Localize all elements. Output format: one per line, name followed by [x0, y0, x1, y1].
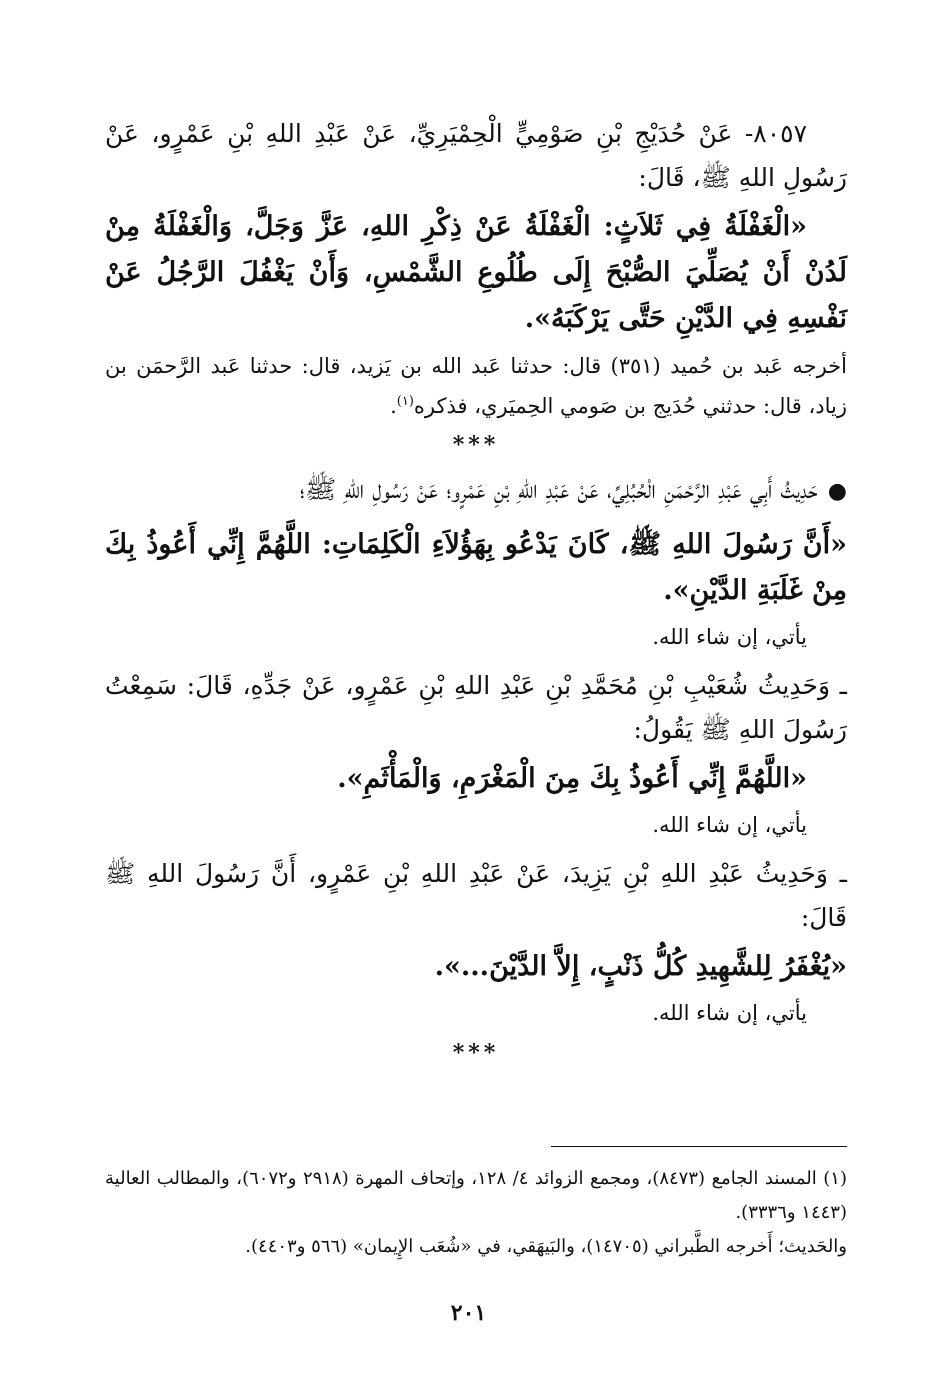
page-number: ٢٠١: [450, 1300, 487, 1326]
footnote-divider: [551, 1146, 847, 1147]
section-separator: ***: [452, 432, 500, 458]
hadith-note: يأتي، إن شاء الله.: [652, 1001, 807, 1025]
hadith-takhrij: [105, 348, 847, 424]
hadith-note: يأتي، إن شاء الله.: [652, 625, 807, 649]
hadith-matn: «يُغْفَرُ لِلشَّهِيدِ كُلُّ ذَنْبٍ، إِلاَّ الدَّيْنَ...».: [434, 951, 847, 982]
takhrij-text: أخرجه عَبد بن حُميد (٣٥١) قال: حدثنا عَبد الله بن يَزيد، قال: حدثنا عَبد الرَّحمَن بن زياد، قال: حدثني حُدَيج بن صَومي الحِميَري، فذكره: [105, 354, 847, 418]
hadith-isnad: ـ وَحَدِيثُ عَبْدِ اللهِ بْنِ يَزِيدَ، عَنْ عَبْدِ اللهِ بْنِ عَمْرٍو، أَنَّ رَسُولَ اللهِ ﷺ قَالَ:: [105, 859, 847, 932]
page-body: [105, 112, 847, 1076]
hadith-matn: «أَنَّ رَسُولَ اللهِ ﷺ، كَانَ يَدْعُو بِهَؤُلاَءِ الْكَلِمَاتِ: اللَّهُمَّ إِنِّي أَعُوذُ بِكَ مِنْ غَلَبَةِ الدَّيْنِ».: [105, 529, 847, 606]
takhrij-end: .: [390, 394, 397, 418]
footnotes: [105, 1162, 847, 1264]
bullet-icon: ●: [827, 479, 847, 504]
hadith-isnad: ٨٠٥٧- عَنْ حُدَيْجِ بْنِ صَوْمِيٍّ الْحِمْيَرِيِّ، عَنْ عَبْدِ اللهِ بْنِ عَمْرٍو، عَنْ رَسُولِ اللهِ ﷺ، قَالَ:: [105, 119, 847, 192]
hadith-matn: «اللَّهُمَّ إِنِّي أَعُوذُ بِكَ مِنَ الْمَغْرَمِ، وَالْمَأْثَمِ».: [337, 763, 807, 794]
hadith-heading: [105, 468, 847, 514]
hadith-isnad: ـ وَحَدِيثُ شُعَيْبِ بْنِ مُحَمَّدِ بْنِ عَبْدِ اللهِ بْنِ عَمْرٍو، عَنْ جَدِّهِ، قَالَ: سَمِعْتُ رَسُولَ اللهِ ﷺ يَقُولُ:: [105, 671, 847, 744]
footnote-ref[interactable]: (١): [396, 394, 414, 409]
hadith-matn: «الْغَفْلَةُ فِي ثَلاَثٍ: الْغَفْلَةُ عَنْ ذِكْرِ اللهِ، عَزَّ وَجَلَّ، وَالْغَفْلَةُ مِنْ لَدُنْ أَنْ يُصَلِّيَ الصُّبْحَ إِلَى طُلُوعِ الشَّمْسِ، وَأَنْ يَغْفُلَ الرَّجُلُ عَنْ نَفْسِهِ فِي الدَّيْنِ حَتَّى يَرْكَبَهُ».: [105, 211, 847, 334]
section-separator: ***: [452, 1040, 500, 1066]
footnote-1-continued: والحَديث؛ أَخرجه الطَّبراني (١٤٧٠٥)، والبَيهَقي، في «شُعَب الإِيمان» (٥٦٦ و٤٤٠٣).: [245, 1236, 847, 1257]
hadith-note: يأتي، إن شاء الله.: [652, 813, 807, 837]
hadith-heading-text: حَدِيثُ أَبِي عَبْدِ الرَّحْمَنِ الْحُبُلِيِّ، عَنْ عَبْدِ اللهِ بْنِ عَمْرٍو؛ عَنْ رَسُولِ اللهِ ﷺ؛: [299, 475, 818, 505]
footnote-1: (١) المسند الجامع (٨٤٧٣)، ومجمع الزوائد ٤/ ١٢٨، وإتحاف المهرة (٢٩١٨ و٦٠٧٢)، والمطالب العالية (١٤٤٣ و٣٣٣٦).: [105, 1168, 847, 1223]
